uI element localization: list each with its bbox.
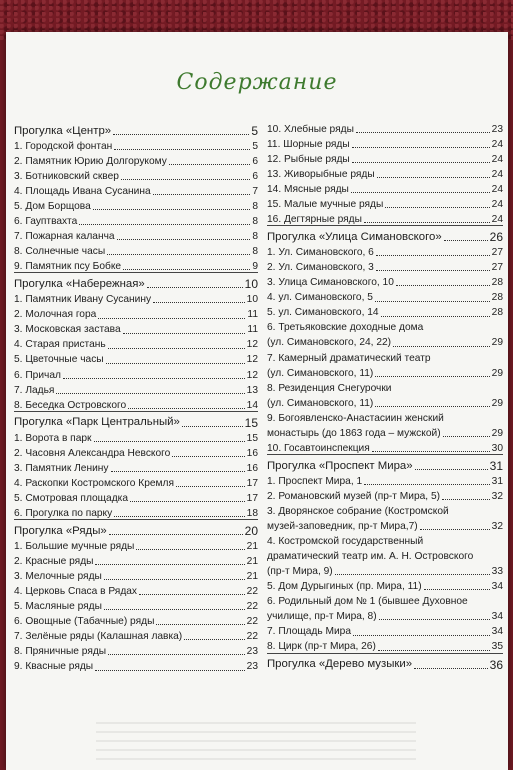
leader-dots [114, 516, 244, 517]
toc-entry [14, 627, 258, 642]
page-number: 29 [491, 397, 503, 409]
leader-dots [415, 469, 488, 470]
entry-title: 1. Большие мучные ряды [14, 540, 135, 552]
leader-dots [442, 499, 490, 500]
leader-dots [393, 346, 490, 347]
page-number: 24 [491, 138, 503, 150]
toc-entry [267, 165, 503, 180]
page-number: 32 [491, 520, 503, 532]
toc-entry [267, 210, 503, 226]
leader-dots [443, 436, 490, 437]
toc-entry [267, 258, 503, 273]
leader-dots [184, 639, 244, 640]
toc-column-left [14, 120, 258, 673]
toc-entry [14, 152, 258, 167]
entry-title: (ул. Симановского, 11) [267, 367, 374, 379]
toc-entry [267, 243, 503, 258]
leader-dots [108, 654, 245, 655]
entry-title: Прогулка «Улица Симановского» [267, 230, 442, 243]
toc-entry [14, 567, 258, 582]
toc-entry [267, 304, 503, 319]
leader-dots [153, 194, 251, 195]
leader-dots [123, 269, 250, 270]
entry-title: 6. Гауптвахта [14, 216, 78, 228]
entry-title: Прогулка «Парк Центральный» [14, 416, 180, 429]
toc-entry [267, 273, 503, 288]
entry-title: (ул. Симановского, 24, 22) [267, 337, 392, 349]
leader-dots [396, 285, 490, 286]
leader-dots [378, 650, 490, 651]
toc-entry [14, 137, 258, 152]
toc-entry [267, 319, 503, 334]
page-number: 27 [491, 247, 503, 259]
leader-dots [372, 451, 490, 452]
page-number: 21 [246, 540, 258, 552]
page-number: 32 [491, 490, 503, 502]
entry-title: 2. Часовня Александра Невского [14, 447, 171, 459]
page-number: 18 [246, 507, 258, 519]
entry-title: училище, пр-т Мира, 8) [267, 611, 377, 623]
page-number: 34 [491, 611, 503, 623]
toc-entry [14, 657, 258, 672]
leader-dots [56, 393, 244, 394]
entry-title: 6. Третьяковские доходные дома [267, 322, 424, 334]
toc-entry [267, 364, 503, 379]
entry-title: 14. Мясные ряды [267, 184, 349, 196]
entry-title: 5. Масляные ряды [14, 601, 102, 613]
leader-dots [79, 224, 250, 225]
page-number: 28 [491, 277, 503, 289]
page-number: 31 [491, 475, 503, 487]
entry-title: 10. Хлебные ряды [267, 123, 354, 135]
leader-dots [351, 192, 490, 193]
toc-entry [14, 381, 258, 396]
page-number: 12 [246, 369, 258, 381]
toc-entry [267, 487, 503, 502]
leader-dots [182, 426, 243, 427]
leader-dots [385, 207, 489, 208]
entry-title: 5. Дом Борщова [14, 201, 91, 213]
leader-dots [172, 456, 244, 457]
entry-title: 4. Церковь Спаса в Рядах [14, 586, 138, 598]
leader-dots [111, 471, 245, 472]
leader-dots [104, 579, 245, 580]
entry-title: 8. Цирк (пр-т Мира, 26) [267, 641, 376, 653]
entry-title: Прогулка «Дерево музыки» [267, 658, 413, 671]
toc-entry [14, 474, 258, 489]
entry-title: 6. Овощные (Табачные) ряды [14, 616, 155, 628]
entry-title: 4. Костромской государственный [267, 536, 424, 548]
toc-entry [267, 562, 503, 577]
leader-dots [93, 209, 251, 210]
entry-title: 1. Проспект Мира, 1 [267, 475, 363, 487]
page-number: 28 [491, 292, 503, 304]
toc-entry [267, 195, 503, 210]
page-number: 15 [246, 432, 258, 444]
toc-entry [14, 429, 258, 444]
entry-title: 2. Романовский музей (пр-т Мира, 5) [267, 490, 441, 502]
page-number: 34 [491, 626, 503, 638]
toc-section [267, 455, 503, 472]
toc-entry [267, 638, 503, 654]
entry-title: 2. Ул. Симановского, 3 [267, 262, 374, 274]
entry-title: Прогулка «Ряды» [14, 524, 107, 537]
entry-title: 7. Площадь Мира [267, 626, 352, 638]
page-number: 24 [491, 214, 503, 226]
leader-dots [136, 549, 244, 550]
leader-dots [444, 240, 488, 241]
entry-title: 3. Памятник Ленину [14, 462, 109, 474]
page-number: 12 [246, 339, 258, 351]
page-number: 21 [246, 571, 258, 583]
toc-entry [267, 349, 503, 364]
page-number: 11 [247, 309, 258, 321]
entry-title: Прогулка «Центр» [14, 124, 112, 137]
page-number: 28 [491, 307, 503, 319]
entry-title: 7. Ладья [14, 384, 55, 396]
entry-title: 2. Красные ряды [14, 555, 94, 567]
page-number: 30 [491, 442, 503, 454]
leader-dots [377, 177, 490, 178]
entry-title: (пр-т Мира, 9) [267, 566, 333, 578]
page-number: 29 [491, 427, 503, 439]
page-number: 24 [491, 168, 503, 180]
toc-entry [14, 336, 258, 351]
entry-title: 7. Зелёные ряды (Калашная лавка) [14, 631, 183, 643]
leader-dots [121, 179, 250, 180]
toc-entry [14, 366, 258, 381]
entry-title: 8. Пряничные ряды [14, 646, 107, 658]
page-number: 8 [252, 246, 258, 258]
toc-entry [267, 439, 503, 455]
entry-title: 9. Богоявленско-Анастасиин женский [267, 412, 444, 424]
leader-dots [130, 501, 245, 502]
page-number: 29 [491, 367, 503, 379]
toc-entry [267, 120, 503, 135]
leader-dots [356, 132, 490, 133]
toc-entry [14, 227, 258, 242]
page-number: 8 [252, 231, 258, 243]
toc-entry [14, 489, 258, 504]
page-number: 27 [491, 262, 503, 274]
entry-title: монастырь (до 1863 года – мужской) [267, 427, 441, 439]
leader-dots [95, 564, 244, 565]
toc-column-right [267, 120, 503, 671]
page-number: 22 [246, 631, 258, 643]
leader-dots [379, 619, 490, 620]
page-number: 23 [491, 123, 503, 135]
leader-dots [123, 333, 246, 334]
toc-entry [14, 642, 258, 657]
page-number: 23 [246, 661, 258, 673]
leader-dots [113, 134, 249, 135]
leader-dots [364, 484, 489, 485]
leader-dots [353, 635, 490, 636]
leader-dots [98, 318, 245, 319]
entry-title: 9. Квасные ряды [14, 661, 94, 673]
entry-title: 6. Прогулка по парку [14, 507, 113, 519]
faint-back-text [96, 722, 416, 762]
page-number: 13 [246, 384, 258, 396]
page-number: 33 [491, 566, 503, 578]
toc-section [14, 520, 258, 537]
leader-dots [420, 529, 490, 530]
leader-dots [335, 574, 490, 575]
entry-title: 10. Госавтоинспекция [267, 442, 370, 454]
leader-dots [153, 302, 245, 303]
toc-entry [267, 472, 503, 487]
leader-dots [375, 376, 489, 377]
toc-entry [14, 396, 258, 412]
toc-entry [267, 622, 503, 637]
page-number: 6 [252, 155, 258, 167]
toc-entry [14, 504, 258, 520]
toc-entry [14, 305, 258, 320]
entry-title: 7. Пожарная каланча [14, 231, 115, 243]
entry-title: 4. ул. Симановского, 5 [267, 292, 373, 304]
page-number: 17 [246, 492, 258, 504]
leader-dots [376, 255, 490, 256]
toc-entry [267, 394, 503, 409]
toc-entry [267, 577, 503, 592]
entry-title: 12. Рыбные ряды [267, 153, 350, 165]
leader-dots [109, 534, 243, 535]
toc-entry [267, 607, 503, 622]
page-number: 21 [246, 555, 258, 567]
page-number: 6 [252, 170, 258, 182]
page-number: 5 [252, 140, 258, 152]
page-number: 34 [491, 581, 503, 593]
page-number: 26 [489, 230, 503, 245]
toc-entry [14, 597, 258, 612]
page-number: 35 [491, 641, 503, 653]
toc-entry [14, 257, 258, 273]
leader-dots [169, 164, 250, 165]
leader-dots [147, 287, 243, 288]
page-number: 16 [246, 447, 258, 459]
toc-entry [267, 517, 503, 532]
toc-entry [267, 150, 503, 165]
page-number: 22 [246, 586, 258, 598]
leader-dots [94, 441, 245, 442]
page-number: 8 [252, 201, 258, 213]
toc-entry [14, 212, 258, 227]
page-number: 5 [251, 124, 258, 138]
entry-title: Прогулка «Проспект Мира» [267, 459, 413, 472]
toc-entry [267, 424, 503, 439]
page-number: 23 [246, 646, 258, 658]
entry-title: Прогулка «Набережная» [14, 278, 145, 291]
toc-entry [267, 379, 503, 394]
page-title: Содержание [176, 70, 338, 95]
page-number: 24 [491, 153, 503, 165]
entry-title: 3. Улица Симановского, 10 [267, 277, 394, 289]
toc-section [267, 226, 503, 243]
leader-dots [375, 406, 489, 407]
toc-entry [14, 182, 258, 197]
toc-entry [14, 444, 258, 459]
book-page [6, 32, 508, 770]
entry-title: 5. ул. Симановского, 14 [267, 307, 379, 319]
leader-dots [95, 670, 245, 671]
entry-title: 11. Шорные ряды [267, 138, 350, 150]
toc-entry [14, 459, 258, 474]
page-number: 29 [491, 337, 503, 349]
toc-entry [14, 537, 258, 552]
leader-dots [104, 609, 245, 610]
entry-title: 3. Мелочные ряды [14, 571, 102, 583]
entry-title: 3. Московская застава [14, 324, 121, 336]
leader-dots [117, 239, 251, 240]
page-number: 20 [244, 524, 258, 539]
toc-entry [14, 167, 258, 182]
entry-title: 6. Родильный дом № 1 (бывшее Духовное [267, 596, 468, 608]
entry-title: 2. Памятник Юрию Долгорукому [14, 155, 167, 167]
toc-entry [14, 351, 258, 366]
entry-title: 6. Причал [14, 369, 61, 381]
page-number: 15 [244, 415, 258, 430]
entry-title: 5. Дом Дурыгиных (пр. Мира, 11) [267, 581, 422, 593]
leader-dots [107, 254, 250, 255]
leader-dots [424, 589, 490, 590]
entry-title: 4. Площадь Ивана Сусанина [14, 185, 151, 197]
toc-section [14, 412, 258, 429]
entry-title: 5. Смотровая площадка [14, 492, 129, 504]
entry-title: 9. Памятник псу Бобке [14, 261, 122, 273]
leader-dots [106, 363, 245, 364]
leader-dots [114, 149, 250, 150]
leader-dots [156, 624, 244, 625]
entry-title: 4. Старая пристань [14, 339, 106, 351]
toc-entry [267, 502, 503, 517]
toc-entry [14, 552, 258, 567]
entry-title: 1. Ул. Симановского, 6 [267, 247, 374, 259]
entry-title: 16. Дегтярные ряды [267, 214, 362, 226]
leader-dots [376, 270, 490, 271]
toc-entry [14, 197, 258, 212]
leader-dots [352, 147, 490, 148]
page-number: 22 [246, 601, 258, 613]
toc-entry [267, 334, 503, 349]
leader-dots [176, 486, 245, 487]
toc-entry [14, 582, 258, 597]
page-number: 9 [252, 261, 258, 273]
page-number: 10 [244, 277, 258, 292]
toc-entry [267, 135, 503, 150]
toc-entry [14, 612, 258, 627]
page-number: 16 [246, 462, 258, 474]
entry-title: 8. Солнечные часы [14, 246, 106, 258]
toc-section [267, 654, 503, 671]
page-number: 24 [491, 184, 503, 196]
page-number: 31 [489, 458, 503, 473]
entry-title: 1. Ворота в парк [14, 432, 92, 444]
toc-section [14, 120, 258, 137]
entry-title: 5. Цветочные часы [14, 354, 104, 366]
entry-title: (ул. Симановского, 11) [267, 397, 374, 409]
leader-dots [414, 668, 488, 669]
toc-entry [267, 409, 503, 424]
leader-dots [381, 316, 490, 317]
toc-entry [267, 592, 503, 607]
page-number: 17 [246, 477, 258, 489]
page-number: 36 [489, 657, 503, 672]
toc-entry [14, 242, 258, 257]
leader-dots [128, 408, 245, 409]
leader-dots [352, 162, 490, 163]
page-number: 14 [246, 399, 258, 411]
page-number: 10 [246, 294, 258, 306]
entry-title: 13. Живорыбные ряды [267, 168, 375, 180]
toc-entry [267, 532, 503, 547]
entry-title: 2. Молочная гора [14, 309, 97, 321]
entry-title: 1. Памятник Ивану Сусанину [14, 294, 152, 306]
entry-title: 1. Городской фонтан [14, 140, 113, 152]
leader-dots [108, 348, 245, 349]
toc-section [14, 273, 258, 290]
leader-dots [364, 222, 490, 223]
leader-dots [375, 301, 490, 302]
page-number: 24 [491, 199, 503, 211]
toc-entry [267, 180, 503, 195]
page-number: 12 [246, 354, 258, 366]
entry-title: 3. Ботниковский сквер [14, 170, 119, 182]
leader-dots [139, 594, 245, 595]
page-number: 8 [252, 216, 258, 228]
page-number: 22 [246, 616, 258, 628]
toc-entry [14, 321, 258, 336]
page-number: 11 [247, 324, 258, 336]
entry-title: 3. Дворянское собрание (Костромской [267, 505, 449, 517]
toc-entry [267, 288, 503, 303]
page-number: 7 [252, 185, 258, 197]
entry-title: 7. Камерный драматический театр [267, 352, 431, 364]
toc-entry [14, 290, 258, 305]
entry-title: музей-заповедник, пр-т Мира,7) [267, 520, 418, 532]
entry-title: 8. Беседка Островского [14, 399, 127, 411]
entry-title: 4. Раскопки Костромского Кремля [14, 477, 175, 489]
entry-title: 15. Малые мучные ряды [267, 199, 384, 211]
entry-title: 8. Резиденция Снегурочки [267, 382, 392, 394]
leader-dots [63, 378, 245, 379]
toc-entry [267, 547, 503, 562]
entry-title: драматический театр им. А. Н. Островского [267, 551, 474, 563]
